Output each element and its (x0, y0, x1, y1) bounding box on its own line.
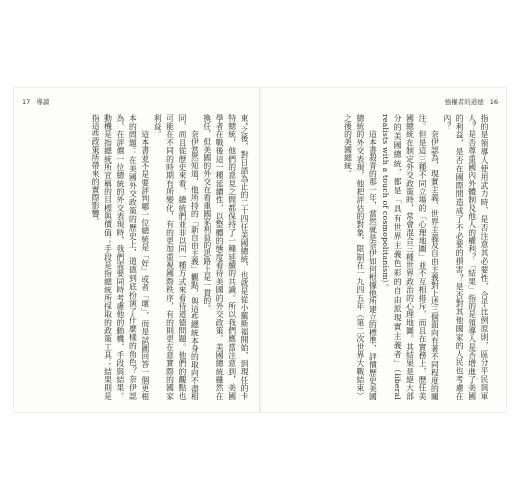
right-page-body (270, 114, 490, 400)
left-page-body (32, 114, 250, 400)
right-paragraph-1: 指的是領導人使用武力時，是否注意其必要性，合乎比例原則，區分平民與軍人？是否尊重國內外體制及他人的權利？「結果」指的是領導人是否增進了美國的利益，是否在國際間造成了不必要的損害？是否對其他國家的人民也考慮在內？ (442, 114, 489, 400)
left-paragraph-3: 這本書並不是要評判哪一位總統是「好」或者「壞」，而是試圖回答一個更根本的問題：在美國外交政策的歷史上，道德到底扮演了什麼樣的角色？奈伊認為，在評價一位總統的外交表現時，我們需要同時考慮他的動機、手段與結果。動機是指總統所宣稱的目標與價值；手段是指總統所採取的政策工具；結果則是指這些政策所帶來的實際影響。 (91, 114, 150, 400)
right-page-header (445, 97, 498, 106)
book-spread (14, 88, 506, 412)
left-paragraph-1: 東”之後，對日語為止的二十四任美國總統，也就是從小羅斯福開始，到現任的卡特總統，他們的意見之間都保持了一種延續的共識。所以我們應當注意到，美國學者在戰後這一種延續性，以整體的態度看待美國的外交政策。美國總統雖然在換任，但美國的外交在看重國家利益的思路上是一貫的。 (202, 114, 249, 400)
left-page-number: 17 (22, 97, 31, 106)
right-page-number: 16 (489, 97, 498, 106)
left-running-head: 導讀 (36, 98, 50, 106)
left-paragraph-2: 奈伊當然知道，他所持的「新自由主義」觀點，與這些總統本身的取向不盡相同，而且從歷史來看，總統們並非以同一種方式來看待道德問題。他們的觀點也可能在不同的時期有所變化，有的更加重視國際秩序，有的則更在意實際的國家利益。 (153, 114, 200, 400)
right-running-head: 強權者的道德 (444, 98, 484, 106)
right-paragraph-3: 這本書殺青的那一年，當然就是奈伊如何根據他所建立的標準，評價歷史美國總統的外交表現，他把評估的對象，限制在一九四五年（第二次世界大戰結束）之後的美國總統。 (343, 114, 378, 400)
left-page-header (22, 97, 49, 106)
page-gutter (259, 88, 261, 412)
right-paragraph-2: 奈伊認為，現實主義、世界主義及自由主義對上述三個面向有著不同程度的關注。但是這三種不同立場的「心理地圖」並不互相排斥，而且在實務上，歷任美國總統在制定外交政策時，常會混合三種世界政治的心理地圖。其結果是絕大部分的美國總統，都是「具有世界主義色彩的自由派現實主義者」（liberal realists with a touch of cosmopolitanism）。 (380, 114, 440, 400)
